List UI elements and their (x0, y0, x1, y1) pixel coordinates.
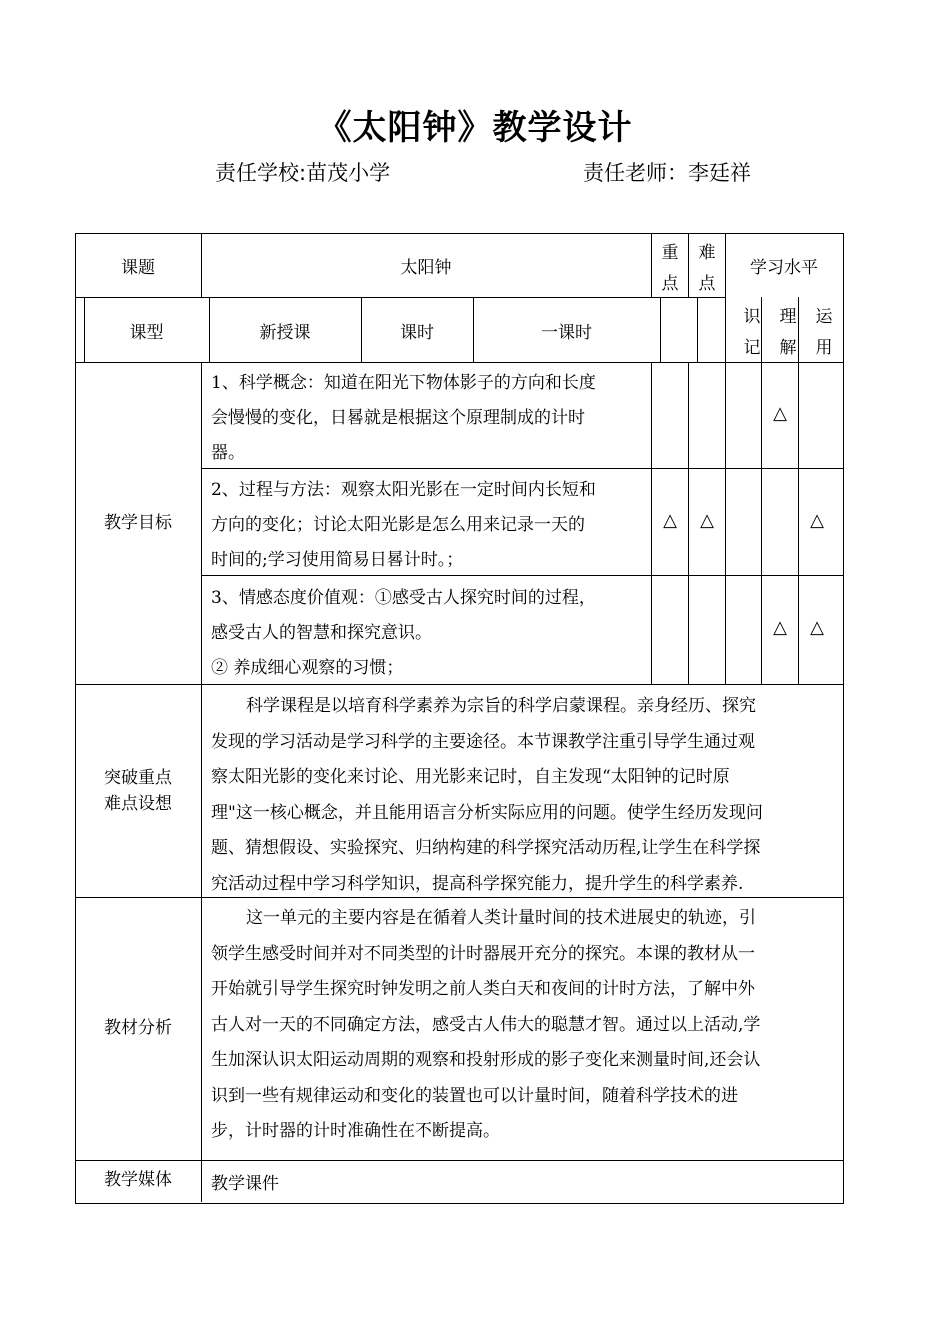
objectives-label: 教学目标 (104, 513, 172, 533)
objective-line: 2、过程与方法：观察太阳光影在一定时间内长短和 (211, 480, 596, 500)
objective-line: 3、情感态度价值观：①感受古人探究时间的过程， (211, 588, 596, 608)
apply-mark: △ (810, 510, 824, 531)
hours-label: 课时 (400, 323, 434, 343)
paragraph-line: 题、猜想假设、实验探究、归纳构建的科学探究活动历程,让学生在科学探 (211, 838, 761, 858)
apply-mark: △ (810, 617, 824, 638)
material-label: 教材分析 (104, 1018, 172, 1038)
hours-value: 一课时 (541, 323, 592, 343)
teacher-name: 责任老师：李廷祥 (583, 161, 751, 185)
paragraph-line: 这一单元的主要内容是在循着人类计量时间的技术进展史的轨迹，引 (246, 908, 756, 928)
paragraph-line: 开始就引导学生探究时钟发明之前人类白天和夜间的计时方法，了解中外 (211, 979, 755, 999)
objective-line: ② 养成细心观察的习惯； (211, 658, 404, 678)
paragraph-line: 步，计时器的计时准确性在不断提高。 (211, 1121, 500, 1141)
understand-mark: △ (773, 617, 787, 638)
objective-line: 1、科学概念：知道在阳光下物体影子的方向和长度 (211, 373, 596, 393)
type-value: 新授课 (259, 323, 311, 343)
objective-line: 会慢慢的变化，日晷就是根据这个原理制成的计时 (211, 408, 585, 428)
media-label: 教学媒体 (104, 1170, 172, 1190)
paragraph-line: 究活动过程中学习科学知识，提高科学探究能力，提升学生的科学素养. (211, 874, 744, 894)
paragraph-line: 发现的学习活动是学习科学的主要途径。本节课教学注重引导学生通过观 (211, 732, 755, 752)
paragraph-line: 科学课程是以培育科学素养为宗旨的科学启蒙课程。亲身经历、探究 (246, 696, 756, 716)
page-title: 《太阳钟》教学设计 (317, 108, 633, 148)
paragraph-line: 生加深认识太阳运动周期的观察和投射形成的影子变化来测量时间,还会认 (211, 1050, 761, 1070)
topic-value: 太阳钟 (400, 258, 452, 278)
type-label: 课型 (129, 323, 164, 343)
difficult-mark: △ (700, 510, 714, 531)
learning-level-header: 学习水平 (750, 258, 818, 278)
paragraph-line: 古人对一天的不同确定方法，感受古人伟大的聪慧才智。通过以上活动,学 (211, 1015, 761, 1035)
objective-line: 感受古人的智慧和探究意识。 (211, 623, 432, 643)
media-value: 教学课件 (211, 1174, 279, 1194)
key-mark: △ (663, 510, 677, 531)
topic-label: 课题 (121, 258, 155, 278)
paragraph-line: 识到一些有规律运动和变化的装置也可以计量时间，随着科学技术的进 (211, 1086, 738, 1106)
paragraph-line: 察太阳光影的变化来讨论、用光影来记时，自主发现“太阳钟的记时原 (211, 767, 730, 787)
objective-line: 方向的变化；讨论太阳光影是怎么用来记录一天的 (211, 515, 585, 535)
school-name: 责任学校:苗茂小学 (215, 161, 391, 185)
understand-mark: △ (773, 403, 787, 424)
paragraph-line: 领学生感受时间并对不同类型的计时器展开充分的探究。本课的教材从一 (211, 944, 755, 964)
objective-line: 器。 (211, 443, 245, 463)
objective-line: 时间的;学习使用简易日晷计时。； (211, 550, 464, 570)
paragraph-line: 理"这一核心概念，并且能用语言分析实际应用的问题。使学生经历发现问 (211, 803, 763, 823)
